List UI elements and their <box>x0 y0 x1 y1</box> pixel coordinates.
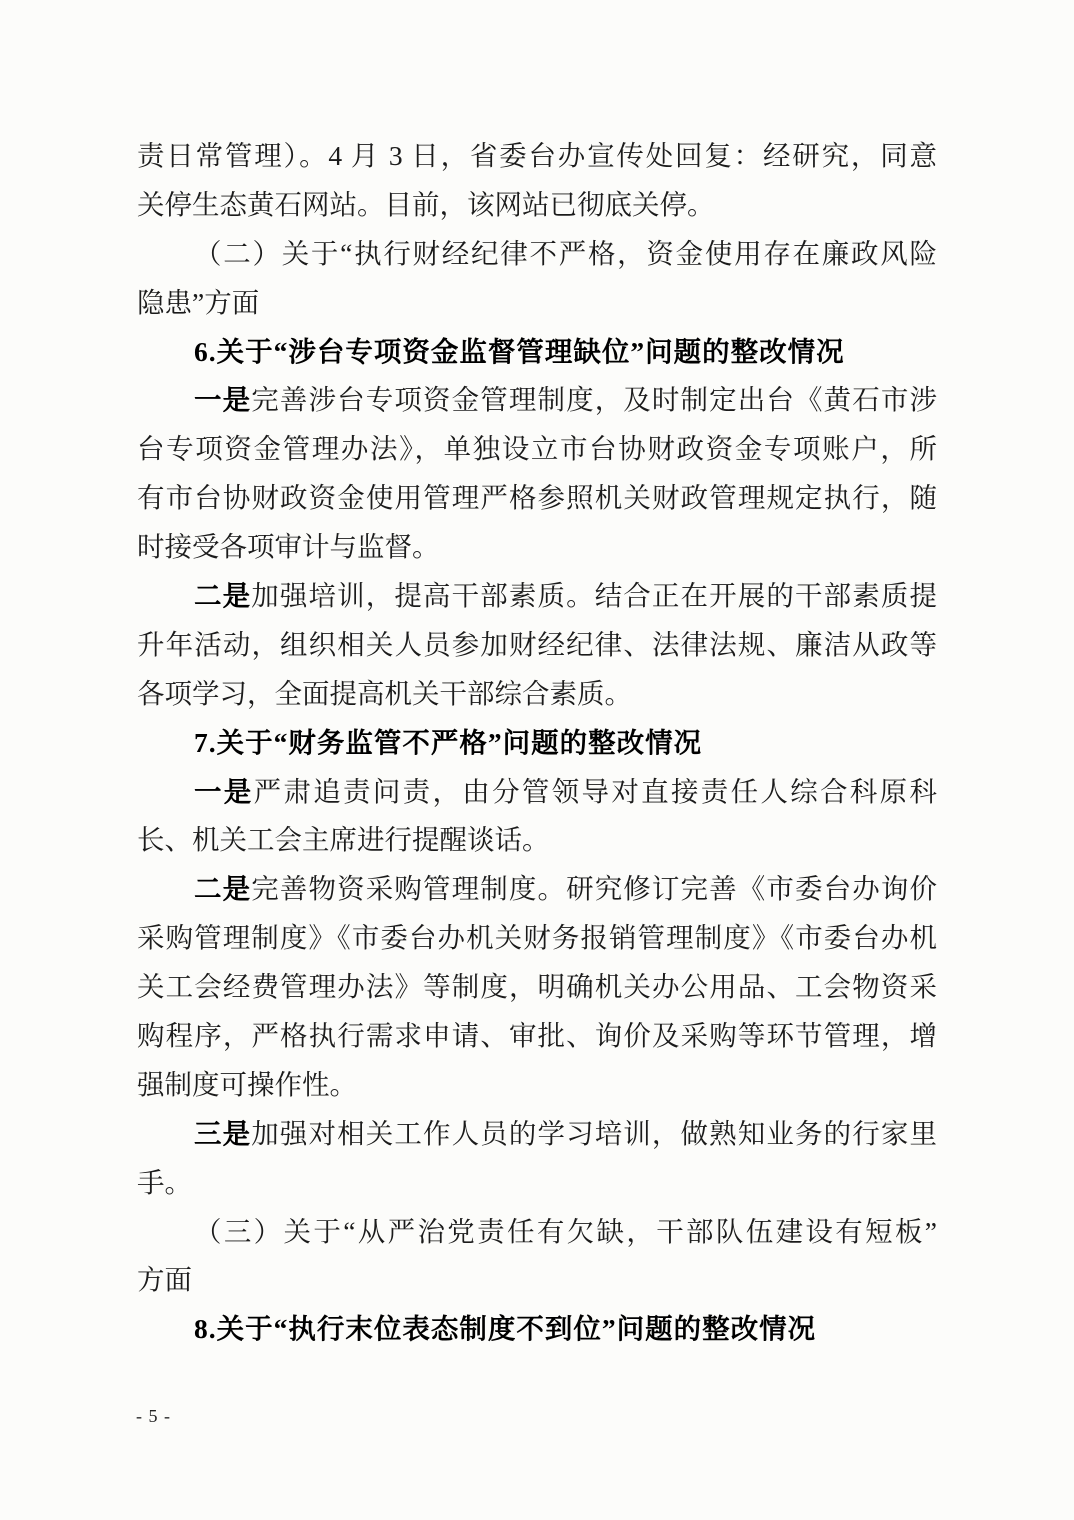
document-line <box>137 572 937 621</box>
text-segment: 关工会经费管理办法》等制度，明确机关办公用品、工会物资采 <box>137 971 937 1003</box>
document-line <box>137 523 937 572</box>
text-segment: 有市台协财政资金使用管理严格参照机关财政管理规定执行，随 <box>137 482 937 514</box>
document-line <box>137 376 937 425</box>
document-line <box>137 1012 937 1061</box>
text-segment: 手。 <box>137 1166 192 1198</box>
text-segment: （三）关于“从严治党责任有欠缺，干部队伍建设有短板” <box>194 1215 937 1247</box>
document-line <box>137 181 937 230</box>
text-segment: 购程序，严格执行需求申请、审批、询价及采购等环节管理，增 <box>137 1020 937 1052</box>
paragraph-lead-bold: 一是 <box>194 384 252 416</box>
document-line <box>137 670 937 719</box>
text-segment: 时接受各项审计与监督。 <box>137 531 440 563</box>
text-segment: 各项学习，全面提高机关干部综合素质。 <box>137 677 632 709</box>
section-heading-line <box>137 719 937 768</box>
document-line <box>137 1159 937 1208</box>
document-line <box>137 1110 937 1159</box>
document-line <box>137 474 937 523</box>
text-segment: 方面 <box>137 1264 192 1296</box>
paragraph-lead-bold: 一是 <box>194 775 254 807</box>
paragraph-lead-bold: 二是 <box>194 873 252 905</box>
text-segment: （二）关于“执行财经纪律不严格，资金使用存在廉政风险 <box>194 237 937 269</box>
document-line <box>137 865 937 914</box>
paragraph-lead-bold: 二是 <box>194 580 252 612</box>
text-segment: 升年活动，组织相关人员参加财经纪律、法律法规、廉洁从政等 <box>137 628 937 660</box>
document-line <box>137 279 937 328</box>
document-body <box>137 132 937 1354</box>
text-segment: 6.关于“涉台专项资金监督管理缺位”问题的整改情况 <box>194 335 845 367</box>
text-segment: 完善涉台专项资金管理制度，及时制定出台《黄石市涉 <box>251 384 938 416</box>
text-segment: 长、机关工会主席进行提醒谈话。 <box>137 824 550 856</box>
text-segment: 加强培训，提高干部素质。结合正在开展的干部素质提 <box>251 580 938 612</box>
text-segment: 7.关于“财务监管不严格”问题的整改情况 <box>194 726 703 758</box>
document-line <box>137 1208 937 1257</box>
document-line <box>137 132 937 181</box>
section-heading-line <box>137 1305 937 1354</box>
text-segment: 完善物资采购管理制度。研究修订完善《市委台办询价 <box>251 873 938 905</box>
document-line <box>137 816 937 865</box>
document-line <box>137 621 937 670</box>
text-segment: 强制度可操作性。 <box>137 1068 357 1100</box>
document-line <box>137 230 937 279</box>
document-line <box>137 1256 937 1305</box>
document-line <box>137 963 937 1012</box>
document-line <box>137 914 937 963</box>
text-segment: 采购管理制度》《市委台办机关财务报销管理制度》《市委台办机 <box>137 922 937 954</box>
paragraph-lead-bold: 三是 <box>194 1117 252 1149</box>
document-line <box>137 425 937 474</box>
text-segment: 关停生态黄石网站。目前，该网站已彻底关停。 <box>137 188 715 220</box>
text-segment: 隐患”方面 <box>137 286 260 318</box>
text-segment: 责日常管理）。4 月 3 日，省委台办宣传处回复：经研究，同意 <box>137 140 937 171</box>
page-number: - 5 - <box>136 1406 171 1426</box>
section-heading-line <box>137 328 937 377</box>
document-line <box>137 1061 937 1110</box>
document-line <box>137 768 937 817</box>
text-segment: 加强对相关工作人员的学习培训，做熟知业务的行家里 <box>251 1117 938 1149</box>
text-segment: 8.关于“执行末位表态制度不到位”问题的整改情况 <box>194 1313 817 1345</box>
text-segment: 严肃追责问责，由分管领导对直接责任人综合科原科 <box>253 775 937 807</box>
text-segment: 台专项资金管理办法》，单独设立市台协财政资金专项账户，所 <box>137 433 937 465</box>
